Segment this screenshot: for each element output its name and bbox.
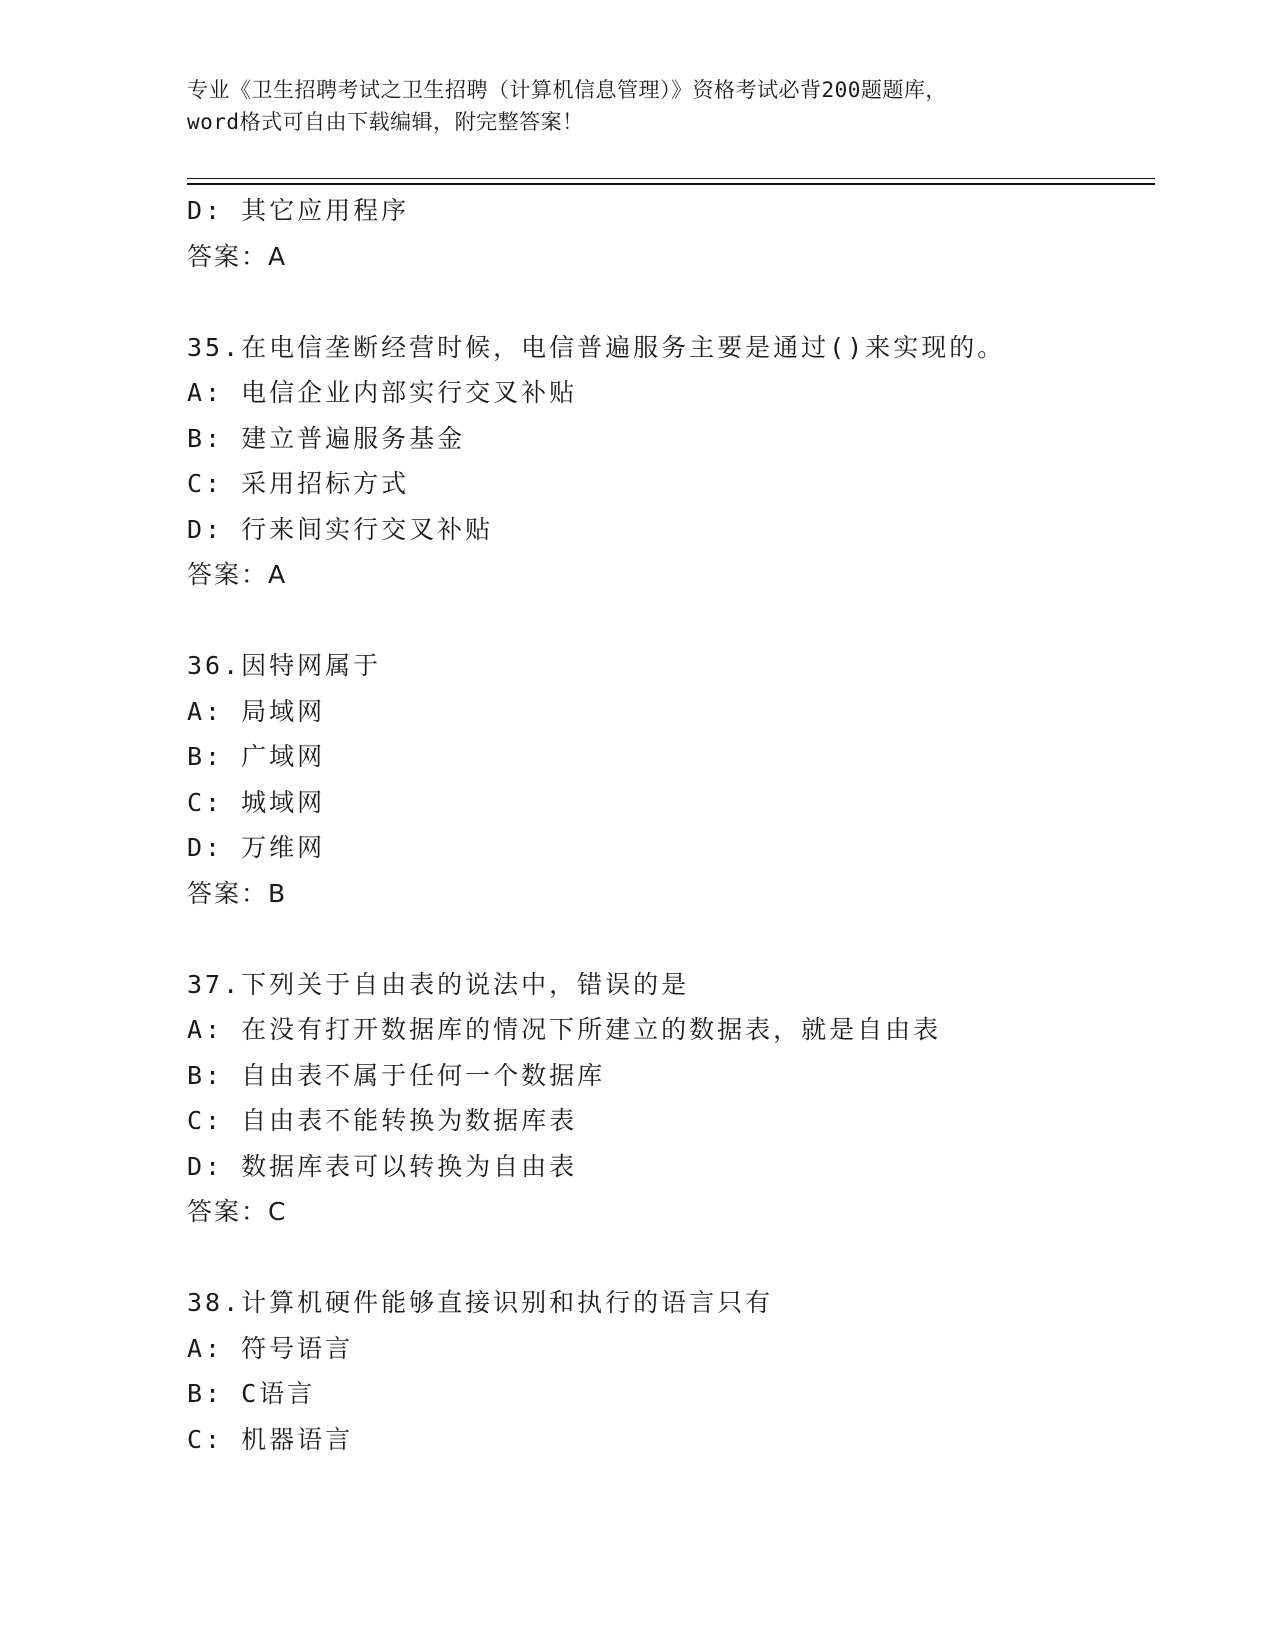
header-title-line-2: word格式可自由下载编辑，附完整答案！ <box>187 110 584 134</box>
option-a: A: 在没有打开数据库的情况下所建立的数据表，就是自由表 <box>187 1015 942 1044</box>
question-37 <box>187 962 1147 1235</box>
option-a: A: 局域网 <box>187 696 326 726</box>
spacer <box>187 1235 1147 1281</box>
question-36 <box>187 643 1147 916</box>
question-34-tail <box>187 188 1147 279</box>
header-title-line-1: 专业《卫生招聘考试之卫生招聘（计算机信息管理）》资格考试必背200题题库， <box>187 78 947 102</box>
answer-line: 答案：A <box>187 560 288 589</box>
option-c: C: 城域网 <box>187 787 326 817</box>
question-stem: 37.下列关于自由表的说法中，错误的是 <box>187 969 690 999</box>
question-35 <box>187 325 1147 598</box>
question-stem: 38.计算机硬件能够直接识别和执行的语言只有 <box>187 1288 774 1317</box>
header-divider-thin <box>187 178 1155 179</box>
spacer <box>187 279 1147 325</box>
option-b: B: 建立普遍服务基金 <box>187 423 466 453</box>
question-stem: 36.因特网属于 <box>187 651 382 680</box>
question-stem: 35.在电信垄断经营时候，电信普遍服务主要是通过()来实现的。 <box>187 332 1006 362</box>
option-d: D: 行来间实行交叉补贴 <box>187 514 494 544</box>
answer-line: 答案：C <box>187 1197 288 1226</box>
option-d: D: 万维网 <box>187 833 326 862</box>
option-c: C: 自由表不能转换为数据库表 <box>187 1106 578 1135</box>
option-a: A: 电信企业内部实行交叉补贴 <box>187 378 578 407</box>
answer-line: 答案：B <box>187 878 288 908</box>
question-38 <box>187 1280 1147 1462</box>
option-a: A: 符号语言 <box>187 1333 354 1363</box>
option-d: D: 数据库表可以转换为自由表 <box>187 1151 578 1181</box>
spacer <box>187 598 1147 644</box>
option-d: D: 其它应用程序 <box>187 196 410 225</box>
question-list <box>187 188 1147 1462</box>
option-b: B: C语言 <box>187 1379 316 1408</box>
option-c: C: 机器语言 <box>187 1424 354 1454</box>
document-header <box>187 74 1087 138</box>
spacer <box>187 916 1147 962</box>
header-divider-thick <box>187 183 1155 185</box>
option-b: B: 广域网 <box>187 742 326 771</box>
answer-line: 答案：A <box>187 241 288 271</box>
option-b: B: 自由表不属于任何一个数据库 <box>187 1060 606 1090</box>
option-c: C: 采用招标方式 <box>187 469 410 498</box>
